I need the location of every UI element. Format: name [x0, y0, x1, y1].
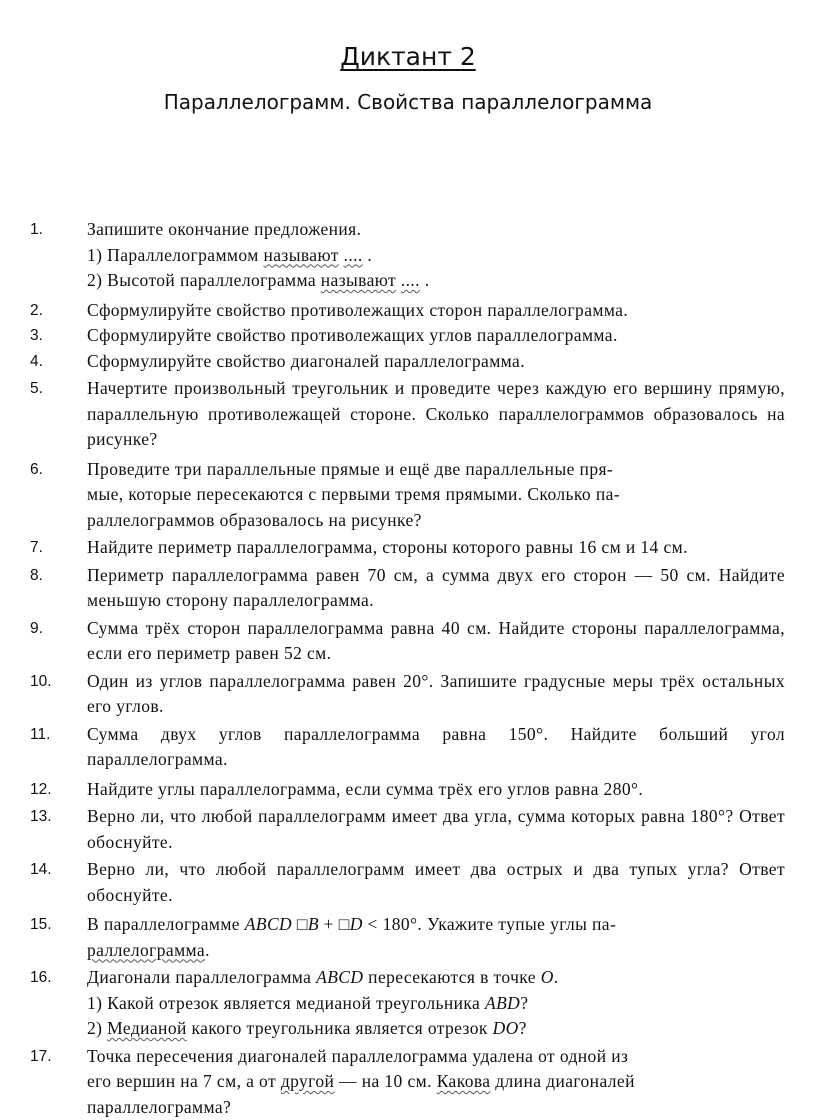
task-item: [0, 722, 816, 773]
task-text: Периметр параллелограмма равен 70 см, а сумма двух его сторон — 50 см. Найдите меньшую сторону параллелограмма.: [87, 563, 785, 614]
text-segment: пересекаются в точке: [363, 967, 540, 987]
text-segment: параллелограмма?: [87, 1097, 231, 1117]
task-line: [87, 482, 785, 508]
text-segment: Сформулируйте свойство диагоналей параллелограмма.: [87, 351, 525, 371]
task-text: [87, 1044, 785, 1120]
text-segment: ?: [519, 1018, 527, 1038]
task-number: 10.: [30, 669, 52, 695]
text-segment: ABCD: [316, 967, 363, 987]
text-segment: Сформулируйте свойство противолежащих сторон параллелограмма.: [87, 300, 628, 320]
text-segment: < 180°. Укажите тупые углы па-: [363, 914, 616, 934]
dictation-title: Диктант 2: [0, 42, 816, 71]
text-segment: Сформулируйте свойство противолежащих углов параллелограмма.: [87, 325, 618, 345]
task-item: [0, 616, 816, 667]
task-text: Найдите периметр параллелограмма, стороны которого равны 16 см и 14 см.: [87, 535, 785, 561]
text-segment: Точка пересечения диагоналей параллелограмма удалена от одной из: [87, 1046, 628, 1066]
task-line: [87, 965, 785, 991]
task-number: 3.: [30, 323, 43, 349]
text-segment: длина диагоналей: [490, 1071, 634, 1091]
task-text: [87, 217, 785, 294]
text-segment: 2): [87, 1018, 107, 1038]
text-segment: .: [420, 270, 430, 290]
task-line: [87, 1069, 785, 1095]
spellcheck-underlined-word: называют: [263, 245, 338, 265]
task-line: [87, 508, 785, 534]
text-segment: Проведите три параллельные прямые и ещё две параллельные пря-: [87, 459, 613, 479]
task-line: [87, 298, 785, 324]
text-segment: .: [363, 245, 373, 265]
task-line: [87, 217, 785, 243]
spellcheck-underlined-word: раллелограмма: [87, 940, 205, 960]
task-text: Верно ли, что любой параллелограмм имеет два острых и два тупых угла? Ответ обоснуйте.: [87, 857, 785, 908]
task-line: [87, 777, 785, 803]
task-number: 11.: [30, 722, 50, 748]
task-number: 1.: [30, 217, 43, 243]
task-line: [87, 268, 785, 294]
task-number: 9.: [30, 616, 43, 642]
spellcheck-underlined-word: другой: [281, 1071, 334, 1091]
spellcheck-underlined-word: Медианой: [107, 1018, 187, 1038]
spellcheck-underlined-word: ....: [401, 270, 420, 290]
text-segment: .: [205, 940, 210, 960]
task-text: [87, 777, 785, 803]
spellcheck-underlined-word: ....: [344, 245, 363, 265]
task-item: [0, 535, 816, 561]
task-number: 13.: [30, 804, 52, 830]
task-text: [87, 457, 785, 534]
dictation-subtitle: Параллелограмм. Свойства параллелограмма: [0, 90, 816, 114]
task-line: [87, 243, 785, 269]
task-item: [0, 912, 816, 963]
text-segment: □B: [297, 914, 319, 934]
task-item: [0, 804, 816, 855]
task-line: [87, 349, 785, 375]
spellcheck-underlined-word: Какова: [437, 1071, 491, 1091]
text-segment: ?: [520, 993, 528, 1013]
text-segment: ABCD: [245, 914, 292, 934]
task-text: [87, 349, 785, 375]
task-line: [87, 1095, 785, 1120]
text-segment: мые, которые пересекаются с первыми тремя прямыми. Сколько па-: [87, 484, 620, 504]
text-segment: его вершин на 7 см, а от: [87, 1071, 281, 1091]
task-text: Сумма двух углов параллелограмма равна 150°. Найдите больший угол параллелограмма.: [87, 722, 785, 773]
task-item: [0, 857, 816, 908]
task-line: [87, 991, 785, 1017]
task-line: [87, 912, 785, 938]
task-number: 14.: [30, 857, 52, 883]
task-item: [0, 457, 816, 534]
text-segment: 1) Параллелограммом: [87, 245, 263, 265]
task-number: 16.: [30, 965, 52, 991]
task-number: 5.: [30, 376, 43, 402]
task-item: [0, 777, 816, 803]
text-segment: 2) Высотой параллелограмма: [87, 270, 321, 290]
task-text: Один из углов параллелограмма равен 20°. Запишите градусные меры трёх остальных его углов.: [87, 669, 785, 720]
task-line: [87, 457, 785, 483]
task-number: 15.: [30, 912, 52, 938]
task-item: [0, 1044, 816, 1120]
task-text: [87, 323, 785, 349]
task-list: [0, 217, 816, 1120]
text-segment: Запишите окончание предложения.: [87, 219, 361, 239]
text-segment: какого треугольника является отрезок: [187, 1018, 493, 1038]
task-text: Начертите произвольный треугольник и проведите через каждую его вершину прямую, параллельную противолежащей стороне. Сколько параллелограммов образовалось на рисунке?: [87, 376, 785, 453]
task-number: 6.: [30, 457, 43, 483]
text-segment: Найдите углы параллелограмма, если сумма трёх его углов равна 280°.: [87, 779, 643, 799]
text-segment: +: [319, 914, 339, 934]
task-item: [0, 349, 816, 375]
task-number: 17.: [30, 1044, 52, 1070]
task-text: [87, 912, 785, 963]
task-number: 4.: [30, 349, 43, 375]
task-line: [87, 1016, 785, 1042]
task-number: 2.: [30, 298, 43, 324]
task-item: [0, 376, 816, 453]
text-segment: В параллелограмме: [87, 914, 245, 934]
text-segment: .: [554, 967, 559, 987]
spellcheck-underlined-word: называют: [321, 270, 396, 290]
text-segment: — на 10 см.: [334, 1071, 436, 1091]
task-line: [87, 1044, 785, 1070]
text-segment: DO: [493, 1018, 519, 1038]
text-segment: раллелограммов образовалось на рисунке?: [87, 510, 422, 530]
task-text: [87, 965, 785, 1042]
task-item: [0, 217, 816, 294]
task-item: [0, 563, 816, 614]
task-item: [0, 965, 816, 1042]
task-number: 8.: [30, 563, 43, 589]
task-line: [87, 938, 785, 964]
task-text: [87, 298, 785, 324]
task-text: Сумма трёх сторон параллелограмма равна 40 см. Найдите стороны параллелограмма, если его периметр равен 52 см.: [87, 616, 785, 667]
text-segment: Диагонали параллелограмма: [87, 967, 316, 987]
task-text: Верно ли, что любой параллелограмм имеет два угла, сумма которых равна 180°? Ответ обоснуйте.: [87, 804, 785, 855]
text-segment: □D: [339, 914, 363, 934]
task-number: 12.: [30, 777, 52, 803]
task-line: [87, 323, 785, 349]
task-number: 7.: [30, 535, 43, 561]
text-segment: ABD: [485, 993, 520, 1013]
task-item: [0, 323, 816, 349]
task-item: [0, 298, 816, 324]
text-segment: 1) Какой отрезок является медианой треугольника: [87, 993, 485, 1013]
text-segment: O: [541, 967, 554, 987]
task-item: [0, 669, 816, 720]
